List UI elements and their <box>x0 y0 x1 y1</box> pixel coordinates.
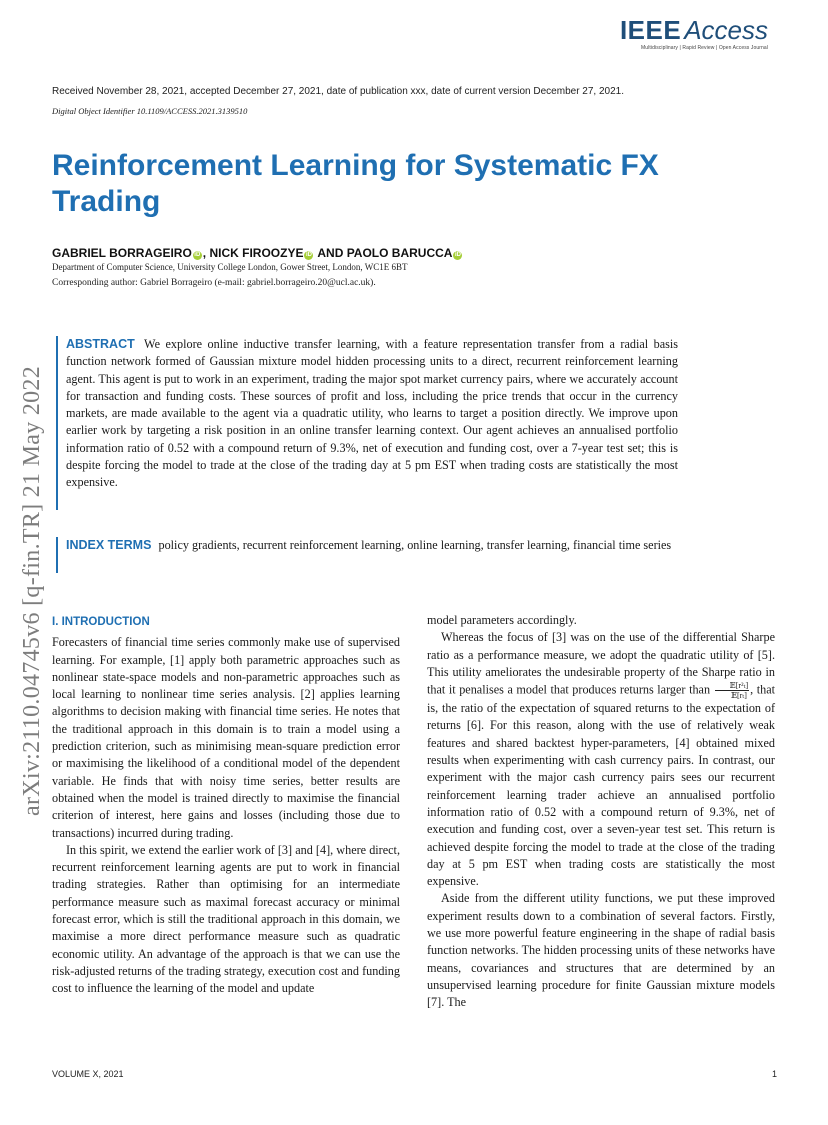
affiliation: Department of Computer Science, University College London, Gower Street, London, WC1E 6BT <box>52 262 408 272</box>
right-column <box>427 612 775 1012</box>
author-firoozye: , NICK FIROOZYE <box>202 246 304 260</box>
index-terms <box>66 537 678 554</box>
abstract-accent-bar <box>56 336 58 510</box>
paragraph: In this spirit, we extend the earlier work of [3] and [4], where direct, recurrent reinforcement learning agents are put to work in financial trading strategies. Rather than optimising for an intermediate performance measure such as maximal forecast accuracy or minimal forecast error, which is still the traditional approach in this domain, we maximise a more direct performance measure such as quadratic economic utility. An advantage of the approach is that we can use the risk-adjusted returns of the trading strategy, execution cost and funding cost to influence the learning of the model and update <box>52 842 400 996</box>
fraction-numerator: 𝔼[r²ₜ] <box>715 681 749 691</box>
journal-logo <box>620 16 768 51</box>
paper-title: Reinforcement Learning for Systematic FX Trading <box>52 149 659 218</box>
doi-line: Digital Object Identifier 10.1109/ACCESS.2021.3139510 <box>52 106 248 116</box>
logo-tagline: Multidisciplinary | Rapid Review | Open Access Journal <box>641 45 768 51</box>
abstract-label: ABSTRACT <box>66 337 135 351</box>
page-number: 1 <box>772 1069 778 1079</box>
paragraph: model parameters accordingly. <box>427 613 577 627</box>
author-list <box>52 246 463 260</box>
author-borrageiro: GABRIEL BORRAGEIRO <box>52 246 192 260</box>
paragraph: Aside from the different utility functions, we put these improved experiment results down to a combination of several factors. Firstly, we use more powerful feature engineering in the shape of radial basis function networks. The hidden processing units of these networks have means, covariances and structures that are determined by an unsupervised learning procedure for finite Gaussian mixture models [7]. The <box>427 891 775 1010</box>
orcid-icon[interactable]: iD <box>454 252 461 258</box>
index-accent-bar <box>56 537 58 573</box>
corresponding-author: Corresponding author: Gabriel Borrageiro (e-mail: gabriel.borrageiro.20@ucl.ac.uk). <box>52 278 376 288</box>
logo-access: Access <box>684 15 768 45</box>
abstract-text: We explore online inductive transfer learning, with a feature representation transfer from a radial basis function network formed of Gaussian mixture model hidden processing units to a direct, recurrent reinforcement learning agent. This agent is put to work in an experiment, trading the major spot market currency pairs, where we accurately account for transaction and funding costs. These sources of profit and loss, including the price trends that occur in the currency markets, are made available to the agent via a quadratic utility, who learns to target a position directly. We improve upon earlier work by targeting a risk position in an online transfer learning context. Our agent achieves an annualised portfolio information ratio of 0.52 with a compound return of 9.3%, net of execution and funding cost, over a 7-year test set; this is despite forcing the model to trade at the close of the trading day at 5 pm EST when trading costs are statistically the most expensive. <box>66 337 679 490</box>
received-dates: Received November 28, 2021, accepted December 27, 2021, date of publication xxx, date of current version December 27, 2021. <box>52 86 625 97</box>
orcid-icon[interactable]: iD <box>305 252 312 258</box>
index-terms-label: INDEX TERMS <box>66 538 152 552</box>
fraction-formula <box>715 681 749 700</box>
logo-ieee: IEEE <box>619 15 682 45</box>
footer-volume: VOLUME X, 2021 <box>52 1069 124 1079</box>
logo-wordmark <box>620 16 768 44</box>
index-terms-text: policy gradients, recurrent reinforcement learning, online learning, transfer learning, financial time series <box>158 538 672 552</box>
fraction-denominator: 𝔼[rₜ] <box>730 691 747 701</box>
author-barucca: AND PAOLO BARUCCA <box>314 246 453 260</box>
paragraph <box>427 629 775 890</box>
orcid-icon[interactable]: iD <box>194 252 201 258</box>
paragraph-text: Whereas the focus of [3] was on the use of the differential Sharpe ratio as a performance measure, we adopt the quadratic utility of [5]. This utility ameliorates the undesirable property of the Sharpe ratio in that it penalises a model that produces returns larger than <box>427 630 775 697</box>
left-column <box>52 612 400 998</box>
section-heading: I. INTRODUCTION <box>52 616 150 628</box>
arxiv-stamp: arXiv:2110.04745v6 [q-fin.TR] 21 May 2022 <box>19 365 45 816</box>
paragraph-text: , that is, the ratio of the expectation of squared returns to the expectation of returns [6]. For this reason, along with the use of relatively weak features and shared backtest hyper-parameters, [4] obtained mixed results when experimenting with cash currency pairs. In contrast, our experiment with the major cash currency pairs sees our recurrent reinforcement learning trader achieve an annualised portfolio information ratio of 0.52 with a compound return of 9.3%, net of execution and funding cost, over a seven-year test set. This return is achieved despite forcing the model to trade at the close of the trading day at 5 pm EST when trading costs are statistically the most expensive. <box>427 682 776 889</box>
paragraph: Forecasters of financial time series commonly make use of supervised learning. For example, [1] apply both parametric approaches such as nonlinear state-space models and non-parametric approaches such as local learning to nonlinear time series analysis. [2] applies learning algorithms to decision making with financial time series. He notes that the traditional approach in this domain is to train a model using a prediction criterion, such as minimising mean-square prediction error or maximising the likelihood of a conditional model of the dependent variable. He finds that with noisy time series, better results are obtained when the model is trained directly to maximise the financial criterion of interest, here gains and losses (including those due to transactions) incurred during trading. <box>52 635 400 840</box>
abstract <box>66 336 678 492</box>
